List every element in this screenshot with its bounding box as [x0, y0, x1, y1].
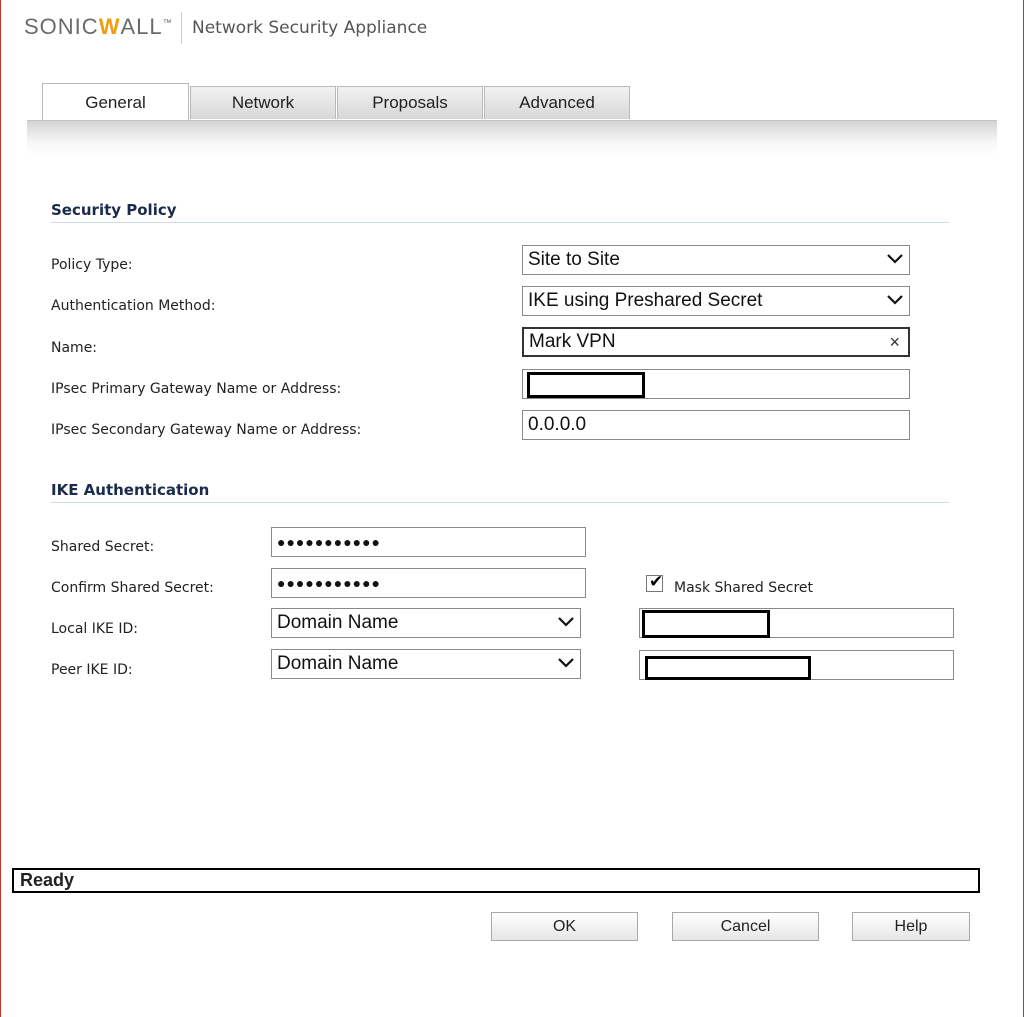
- primary-gateway-input[interactable]: [522, 369, 910, 399]
- redaction-box: [645, 656, 811, 680]
- tab-content-header: [27, 120, 997, 157]
- section-divider: [51, 222, 949, 223]
- secondary-gateway-input[interactable]: [522, 410, 910, 440]
- auth-method-value: IKE using Preshared Secret: [528, 290, 763, 311]
- local-ike-id-input[interactable]: [639, 608, 954, 638]
- mask-shared-secret-checkbox[interactable]: [646, 572, 664, 592]
- section-title-security-policy: Security Policy: [51, 201, 177, 219]
- chevron-down-icon: [885, 249, 905, 269]
- cancel-button[interactable]: Cancel: [672, 912, 819, 941]
- ok-button[interactable]: OK: [491, 912, 638, 941]
- chevron-down-icon: [885, 290, 905, 310]
- policy-type-label: Policy Type:: [51, 257, 133, 273]
- redaction-box: [642, 610, 770, 638]
- confirm-secret-input[interactable]: [271, 568, 586, 598]
- clear-icon[interactable]: ×: [889, 332, 900, 352]
- confirm-secret-label: Confirm Shared Secret:: [51, 580, 214, 596]
- tab-network[interactable]: Network: [190, 86, 336, 119]
- chevron-down-icon: [556, 653, 576, 673]
- tab-proposals[interactable]: Proposals: [337, 86, 483, 119]
- local-ike-id-type-value: Domain Name: [277, 612, 399, 633]
- mask-shared-secret-label: Mask Shared Secret: [674, 580, 813, 596]
- secondary-gateway-value: 0.0.0.0: [528, 414, 587, 435]
- secondary-gateway-label: IPsec Secondary Gateway Name or Address:: [51, 422, 362, 438]
- peer-ike-id-type-value: Domain Name: [277, 653, 399, 674]
- header-divider: [181, 12, 182, 44]
- peer-ike-id-type-select[interactable]: [271, 649, 581, 679]
- primary-gateway-label: IPsec Primary Gateway Name or Address:: [51, 381, 342, 397]
- sonicwall-logo: SONICWALL™: [24, 14, 173, 39]
- local-ike-id-type-select[interactable]: [271, 608, 581, 638]
- tab-advanced[interactable]: Advanced: [484, 86, 630, 119]
- local-ike-id-label: Local IKE ID:: [51, 621, 138, 637]
- tab-general[interactable]: General: [42, 83, 189, 121]
- chevron-down-icon: [556, 612, 576, 632]
- window-border-left: [0, 0, 1, 1017]
- name-input[interactable]: [522, 327, 910, 357]
- auth-method-select[interactable]: [522, 286, 910, 316]
- shared-secret-label: Shared Secret:: [51, 539, 155, 555]
- peer-ike-id-label: Peer IKE ID:: [51, 662, 133, 678]
- confirm-secret-value: ●●●●●●●●●●●: [277, 575, 382, 591]
- shared-secret-input[interactable]: [271, 527, 586, 557]
- redaction-box: [527, 372, 645, 398]
- help-button[interactable]: Help: [852, 912, 970, 941]
- product-title: Network Security Appliance: [192, 18, 428, 38]
- section-title-ike-authentication: IKE Authentication: [51, 481, 210, 499]
- peer-ike-id-input[interactable]: [639, 650, 954, 680]
- policy-type-select[interactable]: [522, 245, 910, 275]
- name-label: Name:: [51, 340, 98, 356]
- policy-type-value: Site to Site: [528, 249, 620, 270]
- auth-method-label: Authentication Method:: [51, 298, 216, 314]
- status-bar: Ready: [12, 868, 980, 893]
- name-value: Mark VPN: [529, 331, 616, 352]
- shared-secret-value: ●●●●●●●●●●●: [277, 534, 382, 550]
- checkmark-icon: ✔: [649, 572, 664, 592]
- section-divider: [51, 502, 949, 503]
